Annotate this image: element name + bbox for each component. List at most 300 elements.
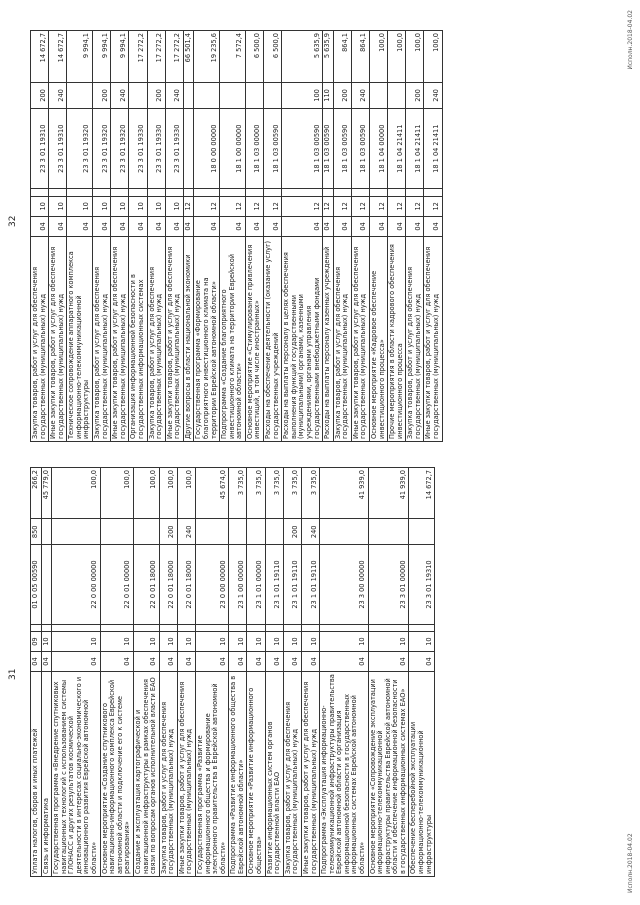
code-cs: 23 3 01 19330 xyxy=(147,109,165,189)
code-cs: 22 0 01 18000 xyxy=(133,545,159,624)
row-name: Обеспечение бесперебойной эксплуатации информационно-телекоммуникационной инфраструктуры xyxy=(409,672,435,877)
table-row xyxy=(147,31,165,442)
row-name: Создание и эксплуатация картографической и навигационной инфраструктуры в рамках обеспечения связи по вопросам органов исполнительной власти ЕАО xyxy=(133,672,159,877)
row-sum: 66 501,4 xyxy=(183,31,194,83)
code-vr xyxy=(388,82,406,108)
code-ps xyxy=(31,189,49,197)
code-vr xyxy=(67,82,93,108)
code-gr: 04 xyxy=(368,652,409,672)
row-sum: 5 635,9 xyxy=(323,31,334,83)
code-cs: 22 0 00 00000 xyxy=(52,545,100,624)
code-ps xyxy=(368,624,409,631)
row-sum: 6 500,0 xyxy=(264,31,282,83)
code-r: 12 xyxy=(333,196,351,216)
code-cs: 23 1 01 19110 xyxy=(283,545,301,624)
code-ps xyxy=(67,189,93,197)
code-cs: 23 1 01 19110 xyxy=(265,545,283,624)
code-gr: 04 xyxy=(220,216,246,236)
footer-stamp: Исполн.2018-04.02 xyxy=(627,833,634,893)
row-name: Иные закупки товаров, работ и услуг для обеспечения государственных (муниципальных) нужд xyxy=(111,237,129,442)
code-cs: 18 1 04 21411 xyxy=(424,109,442,189)
code-vr: 200 xyxy=(159,519,177,545)
code-ps xyxy=(220,189,246,197)
table-row xyxy=(52,468,100,877)
code-vr: 850 xyxy=(31,519,42,545)
code-cs: 01 0 05 00590 xyxy=(31,545,42,624)
code-r: 10 xyxy=(301,632,319,652)
code-r: 10 xyxy=(129,196,147,216)
code-r: 10 xyxy=(31,196,49,216)
row-name: Основное мероприятие «Развитие информационного общества» xyxy=(247,672,265,877)
table-row xyxy=(320,468,368,877)
code-ps xyxy=(183,189,194,197)
table-row xyxy=(229,468,247,877)
code-vr: 240 xyxy=(111,82,129,108)
code-r: 12 xyxy=(323,196,334,216)
row-name: Закупка товаров, работ и услуг для обеспечения государственных (муниципальных) нужд xyxy=(147,237,165,442)
code-cs: 23 3 01 00000 xyxy=(368,545,409,624)
row-sum: 14 672,7 xyxy=(49,31,67,83)
code-gr: 04 xyxy=(31,652,42,672)
code-r: 10 xyxy=(409,632,435,652)
code-gr: 04 xyxy=(93,216,111,236)
row-sum: 100,0 xyxy=(100,468,133,519)
footer-stamp: Исполн.2018-04.02 xyxy=(627,10,634,70)
row-sum: 17 272,2 xyxy=(165,31,183,83)
table-row xyxy=(368,468,409,877)
code-vr xyxy=(265,519,283,545)
code-cs: 23 3 01 19310 xyxy=(49,109,67,189)
row-name: Закупка товаров, работ и услуг для обеспечения государственных (муниципальных) нужд xyxy=(333,237,351,442)
row-sum: 864,1 xyxy=(333,31,351,83)
row-sum: 5 635,9 xyxy=(282,31,323,83)
row-sum: 864,1 xyxy=(351,31,369,83)
row-sum: 100,0 xyxy=(424,31,442,83)
table-row xyxy=(406,31,424,442)
code-vr xyxy=(369,82,387,108)
row-name: Иные закупки товаров, работ и услуг для обеспечения государственных (муниципальных) нужд xyxy=(49,237,67,442)
code-gr: 04 xyxy=(406,216,424,236)
code-r: 10 xyxy=(229,632,247,652)
table-row xyxy=(31,31,49,442)
code-cs: 18 1 03 00000 xyxy=(245,109,263,189)
code-r: 12 xyxy=(194,196,220,216)
row-name: Иные закупки товаров, работ и услуг для обеспечения государственных (муниципальных) нужд xyxy=(351,237,369,442)
row-name: Закупка товаров, работ и услуг для обеспечения государственных (муниципальных) нужд xyxy=(283,672,301,877)
table-row xyxy=(283,468,301,877)
code-r: 12 xyxy=(245,196,263,216)
code-gr: 04 xyxy=(264,216,282,236)
code-gr: 04 xyxy=(129,216,147,236)
code-ps xyxy=(247,624,265,631)
row-sum: 14 672,7 xyxy=(31,31,49,83)
page-32 xyxy=(0,0,640,452)
row-name: Подпрограмма «Развитие информационного общества в Еврейской автономной области» xyxy=(229,672,247,877)
code-ps xyxy=(229,624,247,631)
row-sum: 3 735,0 xyxy=(283,468,301,519)
table-row xyxy=(195,468,228,877)
row-name: Расходы на выплаты персоналу казенных учреждений xyxy=(323,237,334,442)
row-sum: 100,0 xyxy=(52,468,100,519)
row-name: Прочие мероприятия в области кадрового обеспечения инвестиционного процесса xyxy=(388,237,406,442)
row-sum: 45 674,0 xyxy=(195,468,228,519)
code-vr: 110 xyxy=(323,82,334,108)
page-31 xyxy=(0,453,640,905)
code-ps xyxy=(93,189,111,197)
code-vr: 100 xyxy=(282,82,323,108)
code-gr: 04 xyxy=(247,652,265,672)
table-row xyxy=(41,468,52,877)
code-cs: 18 1 03 00590 xyxy=(323,109,334,189)
row-sum: 6 500,0 xyxy=(245,31,263,83)
code-ps xyxy=(147,189,165,197)
row-name: Основное мероприятие «Стимулирование привлечения инвестиций, в том числе иностранных» xyxy=(245,237,263,442)
code-r: 10 xyxy=(283,632,301,652)
code-cs: 22 0 01 00000 xyxy=(100,545,133,624)
row-sum: 100,0 xyxy=(133,468,159,519)
code-gr: 04 xyxy=(265,652,283,672)
code-cs: 18 1 03 00590 xyxy=(282,109,323,189)
table-row xyxy=(194,31,220,442)
code-vr: 240 xyxy=(301,519,319,545)
code-ps xyxy=(165,189,183,197)
code-ps xyxy=(159,624,177,631)
code-r: 10 xyxy=(368,632,409,652)
code-vr xyxy=(52,519,100,545)
table-row xyxy=(265,468,283,877)
row-name: Государственная программа «Развитие информационного общества и формирование электронного правительства в Еврейской автономной области» xyxy=(195,672,228,877)
row-name: Закупка товаров, работ и услуг для обеспечения государственных (муниципальных) нужд xyxy=(406,237,424,442)
code-r: 10 xyxy=(320,632,368,652)
table-row xyxy=(111,31,129,442)
code-gr: 04 xyxy=(245,216,263,236)
code-r: 12 xyxy=(264,196,282,216)
row-name: Закупка товаров, работ и услуг для обеспечения государственных (муниципальных) нужд xyxy=(31,237,49,442)
row-sum: 100,0 xyxy=(159,468,177,519)
code-ps xyxy=(351,189,369,197)
row-name: Основное мероприятие «Создание спутникового навигационно-информационного комплекса Еврейской автономной области и подключение его к системе реагирования» xyxy=(100,672,133,877)
table-row xyxy=(31,468,42,877)
row-sum: 3 735,0 xyxy=(247,468,265,519)
code-gr: 04 xyxy=(333,216,351,236)
table-row xyxy=(247,468,265,877)
code-ps xyxy=(323,189,334,197)
code-vr xyxy=(409,519,435,545)
table-row xyxy=(264,31,282,442)
code-ps xyxy=(100,624,133,631)
code-ps xyxy=(194,189,220,197)
code-r: 12 xyxy=(369,196,387,216)
code-cs: 23 3 01 19330 xyxy=(165,109,183,189)
code-vr: 240 xyxy=(351,82,369,108)
row-name: Подпрограмма «Эксплуатация информационно-телекоммуникационной инфраструктуры правительства Еврейской автономной области и организация информационной безопасности в государственных информационных системах Еврейской автономной области» xyxy=(320,672,368,877)
code-gr: 04 xyxy=(323,216,334,236)
table-row xyxy=(49,31,67,442)
code-ps xyxy=(177,624,195,631)
code-r: 12 xyxy=(183,196,194,216)
row-sum: 19 235,6 xyxy=(194,31,220,83)
table-row xyxy=(282,31,323,442)
code-vr xyxy=(133,519,159,545)
row-name: Расходы на обеспечение деятельности (оказание услуг) государственных учреждений xyxy=(264,237,282,442)
code-ps xyxy=(301,624,319,631)
code-cs: 23 3 01 19320 xyxy=(67,109,93,189)
code-ps xyxy=(265,624,283,631)
code-vr: 240 xyxy=(424,82,442,108)
code-vr: 240 xyxy=(165,82,183,108)
table-row xyxy=(93,31,111,442)
row-name: Развитие информационных систем органов государственной власти ЕАО xyxy=(265,672,283,877)
code-vr xyxy=(220,82,246,108)
code-cs: 23 1 00 00000 xyxy=(229,545,247,624)
code-cs xyxy=(41,545,52,624)
code-cs: 23 3 01 19330 xyxy=(129,109,147,189)
row-name: Уплата налогов, сборов и иных платежей xyxy=(31,672,42,877)
code-r: 12 xyxy=(424,196,442,216)
code-gr: 04 xyxy=(320,652,368,672)
code-cs: 18 1 00 00000 xyxy=(220,109,246,189)
row-name: Техническое сопровождение аппаратного комплекса информационно-телекоммуникационной инфраструктуры xyxy=(67,237,93,442)
row-sum: 17 272,2 xyxy=(147,31,165,83)
row-sum: 17 272,2 xyxy=(129,31,147,83)
code-gr: 04 xyxy=(194,216,220,236)
code-r: 10 xyxy=(111,196,129,216)
code-vr: 200 xyxy=(283,519,301,545)
table-row xyxy=(369,31,387,442)
row-name: Связь и информатика xyxy=(41,672,52,877)
row-name: Закупка товаров, работ и услуг для обеспечения государственных (муниципальных) нужд xyxy=(93,237,111,442)
row-name: Закупка товаров, работ и услуг для обеспечения государственных (муниципальных) нужд xyxy=(159,672,177,877)
code-r: 12 xyxy=(406,196,424,216)
code-ps xyxy=(195,624,228,631)
code-r: 10 xyxy=(52,632,100,652)
row-sum: 14 672,7 xyxy=(409,468,435,519)
row-sum: 45 779,0 xyxy=(41,468,52,519)
code-r: 12 xyxy=(388,196,406,216)
budget-table xyxy=(30,467,435,877)
table-row xyxy=(129,31,147,442)
code-gr: 04 xyxy=(229,652,247,672)
row-name: Другие вопросы в области национальной экономики xyxy=(183,237,194,442)
code-ps xyxy=(320,624,368,631)
code-cs: 23 0 00 00000 xyxy=(195,545,228,624)
table-row xyxy=(67,31,93,442)
code-vr xyxy=(247,519,265,545)
row-name: Государственная программа «Формирование благоприятного инвестиционного климата на территории Еврейской автономной области» xyxy=(194,237,220,442)
table-row xyxy=(177,468,195,877)
code-ps xyxy=(369,189,387,197)
code-ps xyxy=(245,189,263,197)
code-gr: 04 xyxy=(195,652,228,672)
row-sum: 9 994,1 xyxy=(111,31,129,83)
row-sum: 9 994,1 xyxy=(93,31,111,83)
code-gr: 04 xyxy=(424,216,442,236)
code-gr: 04 xyxy=(165,216,183,236)
table-row xyxy=(183,31,194,442)
code-cs: 18 1 04 00000 xyxy=(369,109,387,189)
code-cs xyxy=(183,109,194,189)
row-name: Иные закупки товаров, работ и услуг для обеспечения государственных (муниципальных) нужд xyxy=(424,237,442,442)
code-gr: 04 xyxy=(31,216,49,236)
code-vr xyxy=(229,519,247,545)
code-ps xyxy=(424,189,442,197)
code-cs: 18 1 04 21411 xyxy=(388,109,406,189)
code-cs: 23 1 01 00000 xyxy=(247,545,265,624)
row-sum: 100,0 xyxy=(388,31,406,83)
code-gr: 04 xyxy=(409,652,435,672)
table-row xyxy=(220,31,246,442)
code-gr: 04 xyxy=(67,216,93,236)
row-sum: 3 735,0 xyxy=(301,468,319,519)
table-row xyxy=(159,468,177,877)
code-vr: 240 xyxy=(177,519,195,545)
code-gr: 04 xyxy=(159,652,177,672)
code-gr: 04 xyxy=(177,652,195,672)
table-row xyxy=(323,31,334,442)
row-sum: 100,0 xyxy=(369,31,387,83)
code-gr: 04 xyxy=(52,652,100,672)
code-gr: 04 xyxy=(369,216,387,236)
row-sum: 100,0 xyxy=(406,31,424,83)
code-r: 12 xyxy=(282,196,323,216)
code-cs: 22 0 01 18000 xyxy=(177,545,195,624)
row-sum: 266,2 xyxy=(31,468,42,519)
code-r: 10 xyxy=(100,632,133,652)
row-sum: 3 735,0 xyxy=(229,468,247,519)
code-vr xyxy=(129,82,147,108)
table-row xyxy=(133,468,159,877)
code-ps xyxy=(406,189,424,197)
code-ps xyxy=(264,189,282,197)
table-row xyxy=(351,31,369,442)
row-name: Основное мероприятие «Сопровождение эксплуатации информационно-телекоммуникационной инфраструктуры правительства Еврейской автономной области и обеспечение информационной безопасности в государственных информационных системах ЕАО» xyxy=(368,672,409,877)
code-ps xyxy=(52,624,100,631)
code-ps xyxy=(111,189,129,197)
code-r: 12 xyxy=(220,196,246,216)
row-name: Основное мероприятие «Кадровое обеспечение инвестиционного процесса» xyxy=(369,237,387,442)
code-gr: 04 xyxy=(147,216,165,236)
code-vr xyxy=(41,519,52,545)
code-ps xyxy=(333,189,351,197)
code-r: 10 xyxy=(265,632,283,652)
code-r: 12 xyxy=(351,196,369,216)
code-r: 10 xyxy=(147,196,165,216)
row-sum: 41 939,0 xyxy=(368,468,409,519)
row-name: Организация информационной безопасности в государственных информационных системах xyxy=(129,237,147,442)
code-vr xyxy=(320,519,368,545)
row-name: Расходы на выплаты персоналу в целях обеспечения выполнения функций государственными (муниципальными) органами, казенными учреждениями, органами управления государственными внебюджетными фондами xyxy=(282,237,323,442)
code-cs: 18 1 03 00590 xyxy=(264,109,282,189)
code-vr xyxy=(368,519,409,545)
row-sum: 3 735,0 xyxy=(265,468,283,519)
code-ps xyxy=(283,624,301,631)
code-vr xyxy=(194,82,220,108)
page-number: 31 xyxy=(8,668,18,680)
code-vr: 200 xyxy=(406,82,424,108)
code-r: 10 xyxy=(49,196,67,216)
code-vr: 200 xyxy=(93,82,111,108)
row-name: Иные закупки товаров, работ и услуг для обеспечения государственных (муниципальных) нужд xyxy=(301,672,319,877)
code-vr: 200 xyxy=(147,82,165,108)
code-vr: 200 xyxy=(333,82,351,108)
code-cs: 18 1 03 00590 xyxy=(333,109,351,189)
code-vr xyxy=(183,82,194,108)
table-row xyxy=(100,468,133,877)
code-r: 10 xyxy=(93,196,111,216)
page-number: 32 xyxy=(8,215,18,227)
table-row xyxy=(424,31,442,442)
code-gr: 04 xyxy=(183,216,194,236)
code-ps xyxy=(133,624,159,631)
code-ps xyxy=(388,189,406,197)
code-ps xyxy=(282,189,323,197)
row-sum: 100,0 xyxy=(177,468,195,519)
code-vr: 240 xyxy=(49,82,67,108)
code-ps xyxy=(41,624,52,631)
code-cs: 23 3 01 19320 xyxy=(111,109,129,189)
code-gr: 04 xyxy=(351,216,369,236)
code-gr: 04 xyxy=(301,652,319,672)
code-cs: 23 3 01 19310 xyxy=(31,109,49,189)
code-cs: 23 1 01 19110 xyxy=(301,545,319,624)
code-cs: 22 0 01 18000 xyxy=(159,545,177,624)
code-gr: 04 xyxy=(100,652,133,672)
code-cs: 18 0 00 00000 xyxy=(194,109,220,189)
code-gr: 04 xyxy=(283,652,301,672)
code-r: 10 xyxy=(41,632,52,652)
code-cs: 18 1 03 00590 xyxy=(351,109,369,189)
code-vr xyxy=(264,82,282,108)
code-r: 09 xyxy=(31,632,42,652)
code-r: 10 xyxy=(195,632,228,652)
code-ps xyxy=(409,624,435,631)
row-sum: 7 572,4 xyxy=(220,31,246,83)
code-gr: 04 xyxy=(41,652,52,672)
code-r: 10 xyxy=(133,632,159,652)
row-sum: 9 994,1 xyxy=(67,31,93,83)
code-vr xyxy=(195,519,228,545)
code-r: 10 xyxy=(165,196,183,216)
code-r: 10 xyxy=(247,632,265,652)
row-name: Иные закупки товаров, работ и услуг для обеспечения государственных (муниципальных) нужд xyxy=(177,672,195,877)
code-ps xyxy=(129,189,147,197)
table-row xyxy=(301,468,319,877)
table-row xyxy=(165,31,183,442)
table-row xyxy=(245,31,263,442)
code-vr xyxy=(100,519,133,545)
row-sum: 41 939,0 xyxy=(320,468,368,519)
table-row xyxy=(388,31,406,442)
table-row xyxy=(409,468,435,877)
code-r: 10 xyxy=(67,196,93,216)
code-gr: 04 xyxy=(133,652,159,672)
row-name: Иные закупки товаров, работ и услуг для обеспечения государственных (муниципальных) нужд xyxy=(165,237,183,442)
code-ps xyxy=(31,624,42,631)
code-ps xyxy=(49,189,67,197)
row-name: Подпрограмма «Создание благоприятного инвестиционного климата на территории Еврейской автономной области» xyxy=(220,237,246,442)
code-gr: 04 xyxy=(49,216,67,236)
budget-table xyxy=(30,30,443,442)
row-name: Государственная программа «Внедрение спутниковых навигационных технологий с использованием системы ГЛОНАСС и других результатов космической деятельности в интересах социально-экономического и инновационного развития Еврейской автономной области» xyxy=(52,672,100,877)
code-vr xyxy=(245,82,263,108)
code-gr: 04 xyxy=(111,216,129,236)
code-cs: 23 3 00 00000 xyxy=(320,545,368,624)
code-vr: 200 xyxy=(31,82,49,108)
table-row xyxy=(333,31,351,442)
code-gr: 04 xyxy=(388,216,406,236)
code-gr: 04 xyxy=(282,216,323,236)
code-r: 10 xyxy=(159,632,177,652)
